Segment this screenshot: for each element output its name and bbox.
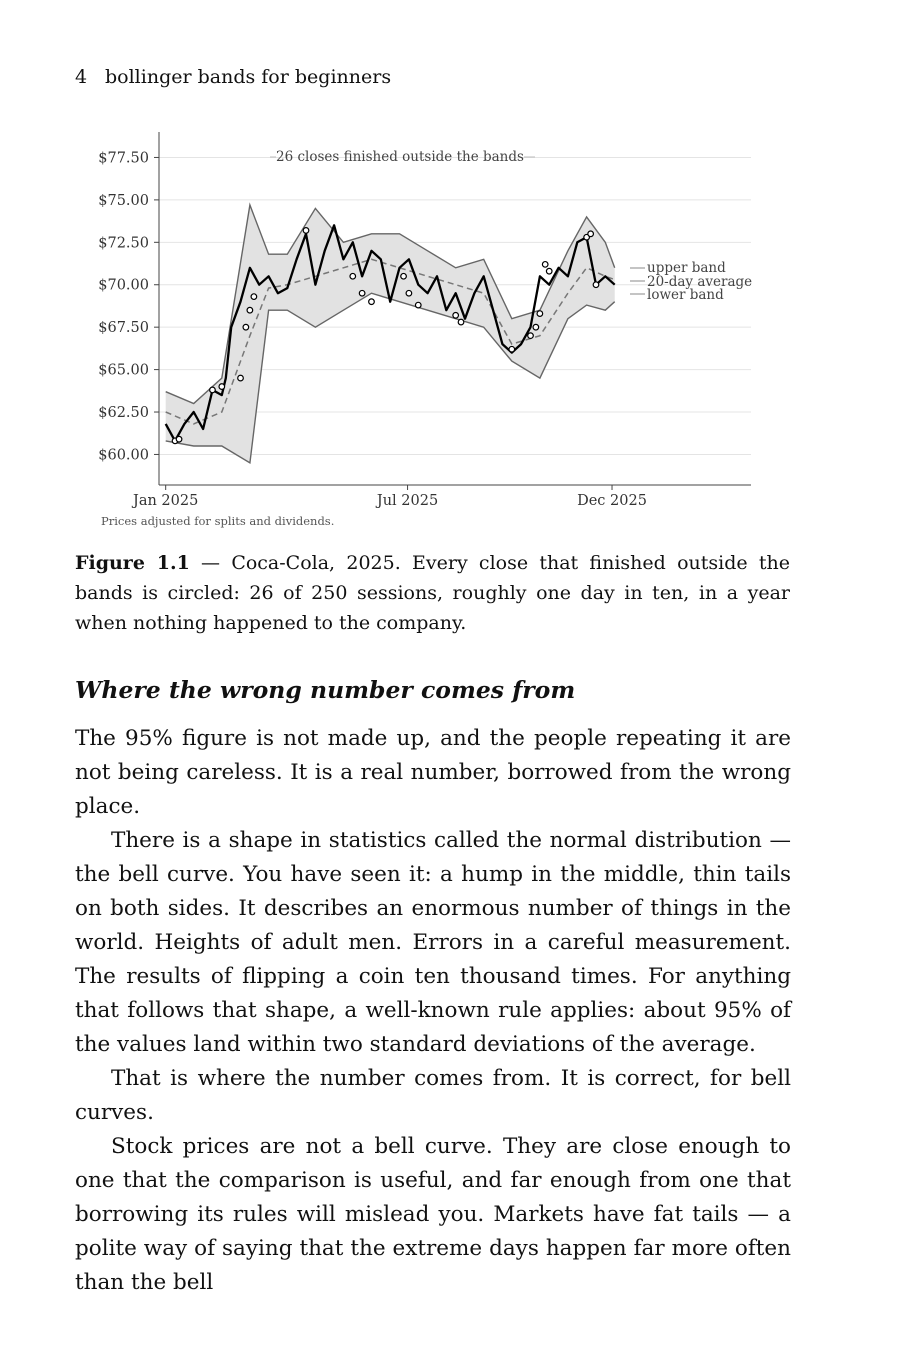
- outside-band-marker: [528, 333, 534, 339]
- outside-band-marker: [369, 299, 375, 305]
- y-tick-label: $72.50: [98, 235, 149, 252]
- x-tick-label: Jan 2025: [133, 493, 199, 509]
- upper-band-label: upper band: [647, 260, 726, 276]
- lower-band-label: lower band: [647, 287, 724, 303]
- figure-caption: [75, 548, 790, 638]
- outside-band-marker: [401, 273, 407, 279]
- section-heading: Where the wrong number comes from: [75, 676, 576, 704]
- outside-band-marker: [350, 273, 356, 279]
- outside-band-marker: [458, 319, 464, 325]
- band-fill: [166, 205, 615, 463]
- outside-band-marker: [176, 436, 182, 442]
- outside-band-marker: [542, 262, 548, 268]
- y-tick-labels: [98, 150, 159, 463]
- outside-band-marker: [219, 384, 225, 390]
- outside-band-marker: [546, 268, 552, 274]
- outside-band-marker: [359, 290, 365, 296]
- outside-band-marker: [251, 294, 257, 300]
- bollinger-chart: [0, 0, 900, 540]
- outside-band-marker: [247, 307, 253, 313]
- caption-text: — Coca-Cola, 2025. Every close that finished outside the bands is circled: 26 of 250 sessions, roughly one day in ten, in a year when nothing happened to the company.: [75, 552, 790, 634]
- body-text: [75, 722, 791, 1300]
- outside-band-marker: [453, 312, 459, 318]
- x-tick-label: Dec 2025: [577, 493, 647, 509]
- y-tick-label: $75.00: [98, 192, 149, 209]
- outside-band-marker: [588, 231, 594, 237]
- chart-annotation: 26 closes finished outside the bands: [276, 149, 524, 165]
- paragraph: Stock prices are not a bell curve. They are close enough to one that the comparison is useful, and far enough from one that borrowing its rules will mislead you. Markets have fat tails — a polite way of saying that the extreme days happen far more often than the bell: [75, 1134, 791, 1295]
- y-tick-label: $77.50: [98, 150, 149, 167]
- outside-band-marker: [537, 311, 543, 317]
- paragraph: That is where the number comes from. It is correct, for bell curves.: [75, 1066, 791, 1125]
- outside-band-marker: [415, 302, 421, 308]
- caption-label: Figure 1.1: [75, 552, 190, 574]
- average-label: 20-day average: [647, 274, 753, 290]
- x-tick-label: Jul 2025: [376, 493, 439, 509]
- outside-band-marker: [533, 324, 539, 330]
- running-title: bollinger bands for beginners: [105, 66, 392, 88]
- y-tick-label: $62.50: [98, 405, 149, 422]
- x-tick-labels: [131, 485, 647, 509]
- outside-band-marker: [406, 290, 412, 296]
- outside-band-marker: [243, 324, 249, 330]
- paragraph: There is a shape in statistics called the normal distribution — the bell curve. You have seen it: a hump in the middle, thin tails on both sides. It describes an enormous number of things in the world. Heights of adult men. Errors in a careful measurement. The results of flipping a coin ten thousand times. For anything that follows that shape, a well-known rule applies: about 95% of the values land within two standard deviations of the average.: [75, 828, 791, 1057]
- y-tick-label: $67.50: [98, 320, 149, 337]
- y-tick-label: $65.00: [98, 362, 149, 379]
- outside-band-marker: [210, 387, 216, 393]
- page-number: 4: [75, 66, 88, 88]
- outside-band-marker: [593, 282, 599, 288]
- paragraph: The 95% figure is not made up, and the people repeating it are not being careless. It is a real number, borrowed from the wrong place.: [75, 726, 791, 819]
- y-tick-label: $60.00: [98, 447, 149, 464]
- figure-note: Prices adjusted for splits and dividends.: [101, 514, 335, 528]
- outside-band-marker: [509, 346, 515, 352]
- outside-band-marker: [238, 375, 244, 381]
- y-tick-label: $70.00: [98, 277, 149, 294]
- outside-band-marker: [303, 228, 309, 234]
